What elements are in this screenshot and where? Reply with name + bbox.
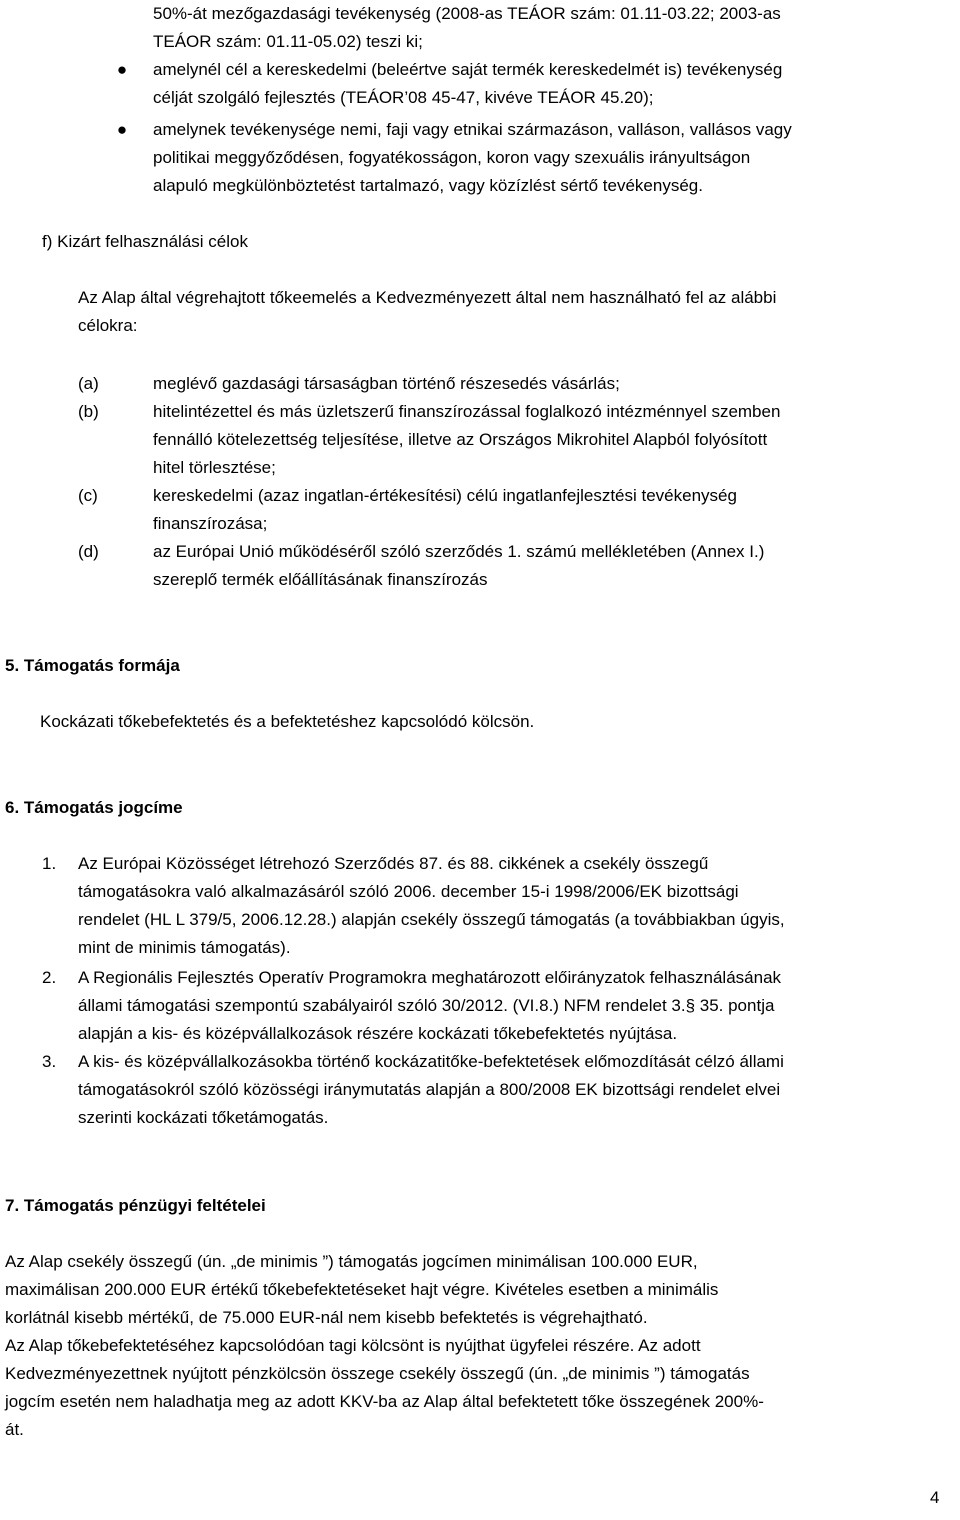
text-line: meglévő gazdasági társaságban történő részesedés vásárlás; xyxy=(153,374,620,393)
text-line: Az Alap tőkebefektetéséhez kapcsolódóan tagi kölcsönt is nyújthat ügyfelei részére. Az adott xyxy=(5,1336,701,1355)
text-line: szereplő termék előállításának finanszírozás xyxy=(153,570,488,589)
text-line: finanszírozása; xyxy=(153,514,268,533)
list-item xyxy=(153,398,956,482)
text-line: TEÁOR szám: 01.11-05.02) teszi ki; xyxy=(153,32,423,51)
text-line: hitelintézettel és más üzletszerű finanszírozással foglalkozó intézménnyel szemben xyxy=(153,402,781,421)
text-line: kereskedelmi (azaz ingatlan-értékesítési) célú ingatlanfejlesztési tevékenység xyxy=(153,486,737,505)
bullet-icon: ● xyxy=(116,60,128,79)
text-line: célját szolgáló fejlesztés (TEÁOR’08 45-47, kivéve TEÁOR 45.20); xyxy=(153,88,654,107)
list-label: (b) xyxy=(78,402,99,421)
list-item xyxy=(78,850,956,962)
list-number: 2. xyxy=(42,968,57,987)
text-line: célokra: xyxy=(78,316,138,335)
section-5-heading: 5. Támogatás formája xyxy=(5,656,180,675)
section-f-paragraph xyxy=(78,284,956,340)
list-label: (a) xyxy=(78,374,99,393)
text-line: alapuló megkülönböztetést tartalmazó, vagy közízlést sértő tevékenység. xyxy=(153,176,703,195)
intro-continuation xyxy=(153,0,956,56)
text-line: rendelet (HL L 379/5, 2006.12.28.) alapján csekély összegű támogatás (a továbbiakban úgyis, xyxy=(78,910,785,929)
text-line: Az Európai Közösséget létrehozó Szerződés 87. és 88. cikkének a csekély összegű xyxy=(78,854,709,873)
text-line: A kis- és középvállalkozásokba történő kockázatitőke-befektetések előmozdítását célzó állami xyxy=(78,1052,784,1071)
bullet-item xyxy=(153,116,956,200)
section-f-heading: f) Kizárt felhasználási célok xyxy=(42,232,248,251)
text-line: politikai meggyőződésen, fogyatékosságon, koron vagy szexuális irányultságon xyxy=(153,148,751,167)
text-line: maximálisan 200.000 EUR értékű tőkebefektetéseket hajt végre. Kivételes esetben a minimális xyxy=(5,1280,719,1299)
bullet-icon: ● xyxy=(116,120,128,139)
section-7-text xyxy=(5,1248,956,1444)
section-6-heading: 6. Támogatás jogcíme xyxy=(5,798,183,817)
text-line: alapján a kis- és középvállalkozások részére kockázati tőkebefektetés nyújtása. xyxy=(78,1024,678,1043)
list-item xyxy=(78,964,956,1048)
text-line: Az Alap csekély összegű (ún. „de minimis ”) támogatás jogcímen minimálisan 100.000 EUR, xyxy=(5,1252,698,1271)
page-number: 4 xyxy=(930,1488,940,1507)
text-line: Kedvezményezettnek nyújtott pénzkölcsön összege csekély összegű (ún. „de minimis ”) támogatás xyxy=(5,1364,750,1383)
text-line: amelynek tevékenysége nemi, faji vagy etnikai származáson, valláson, vallásos vagy xyxy=(153,120,792,139)
text-line: amelynél cél a kereskedelmi (beleértve saját termék kereskedelmét is) tevékenység xyxy=(153,60,783,79)
section-5-text: Kockázati tőkebefektetés és a befektetéshez kapcsolódó kölcsön. xyxy=(40,712,535,731)
list-item xyxy=(153,370,956,398)
text-line: hitel törlesztése; xyxy=(153,458,276,477)
text-line: jogcím esetén nem haladhatja meg az adott KKV-ba az Alap által befektetett tőke összegének 200%- xyxy=(5,1392,764,1411)
bullet-item xyxy=(153,56,956,112)
text-line: támogatásokról szóló közösségi iránymutatás alapján a 800/2008 EK bizottsági rendelet elvei xyxy=(78,1080,781,1099)
text-line: szerinti kockázati tőketámogatás. xyxy=(78,1108,329,1127)
text-line: mint de minimis támogatás). xyxy=(78,938,291,957)
text-line: korlátnál kisebb mértékű, de 75.000 EUR-nál nem kisebb befektetés is végrehajtható. xyxy=(5,1308,648,1327)
list-number: 3. xyxy=(42,1052,57,1071)
section-7-heading: 7. Támogatás pénzügyi feltételei xyxy=(5,1196,266,1215)
text-line: az Európai Unió működéséről szóló szerződés 1. számú mellékletében (Annex I.) xyxy=(153,542,765,561)
list-item xyxy=(153,482,956,538)
list-item xyxy=(153,538,956,594)
text-line: át. xyxy=(5,1420,24,1439)
text-line: fennálló kötelezettség teljesítése, illetve az Országos Mikrohitel Alapból folyósított xyxy=(153,430,768,449)
text-line: A Regionális Fejlesztés Operatív Programokra meghatározott előirányzatok felhasználásának xyxy=(78,968,782,987)
text-line: 50%-át mezőgazdasági tevékenység (2008-as TEÁOR szám: 01.11-03.22; 2003-as xyxy=(153,4,781,23)
list-label: (c) xyxy=(78,486,98,505)
list-item xyxy=(78,1048,956,1132)
text-line: állami támogatási szempontú szabályairól szóló 30/2012. (VI.8.) NFM rendelet 3.§ 35. pontja xyxy=(78,996,775,1015)
text-line: támogatásokra való alkalmazásáról szóló 2006. december 15-i 1998/2006/EK bizottsági xyxy=(78,882,739,901)
list-number: 1. xyxy=(42,854,57,873)
text-line: Az Alap által végrehajtott tőkeemelés a Kedvezményezett által nem használható fel az alábbi xyxy=(78,288,777,307)
list-label: (d) xyxy=(78,542,99,561)
